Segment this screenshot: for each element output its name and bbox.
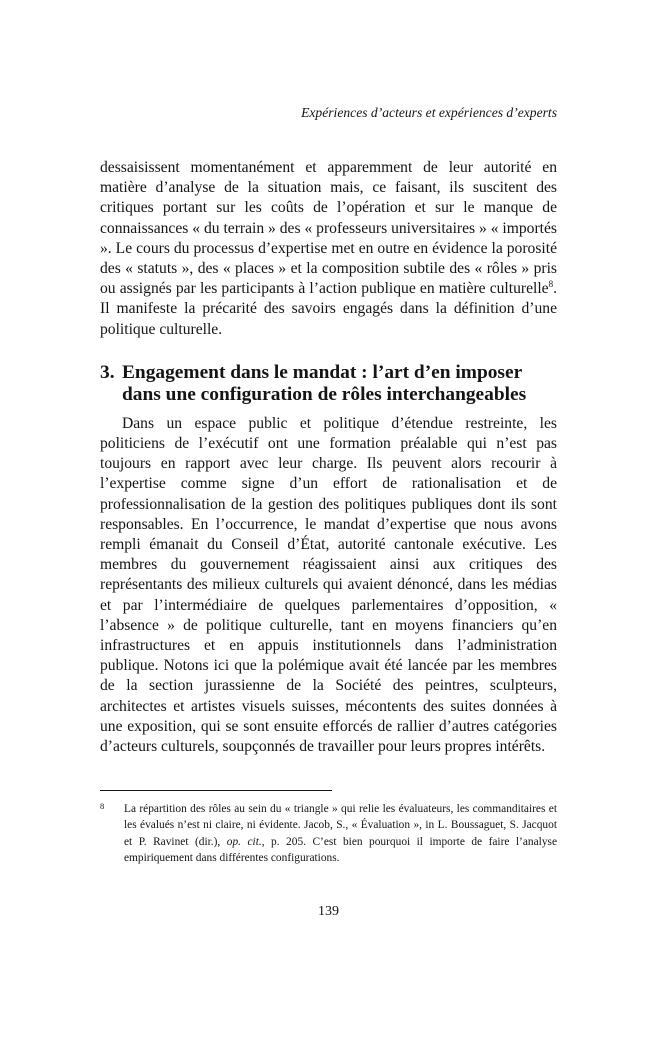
paragraph-2: Dans un espace public et politique d’étendue restreinte, les politiciens de l’exécutif ont une formation préalable qui n’est pas toujours en rapport avec leur charge. Ils peuvent alors recourir à l’expertise comme signe d’un effort de rationalisation et de professionnalisation de la gestion des politiques publiques dont ils sont responsables. En l’occurrence, le mandat d’expertise que nous avons rempli émanait du Conseil d’État, autorité cantonale exécutive. Les membres du gouvernement réagissaient ainsi aux critiques des représentants des milieux culturels qui avaient dénoncé, dans les médias et par l’intermédiaire de quelques parlementaires d’opposition, « l’absence » de politique culturelle, tant en moyens financiers qu’en infrastructures et en appuis institutionnels dans l’administration publique. Notons ici que la polémique avait été lancée par les membres de la section jurassienne de la Société des peintres, sculpteurs, architectes et artistes visuels suisses, mécontents des suites données à une exposition, qui se sont ensuite efforcés de rallier d’autres catégories d’acteurs culturels, soupçonnés de travailler pour leurs propres intérêts. — [100, 414, 557, 756]
section-title: Engagement dans le mandat : l’art d’en imposer dans une configuration de rôles interchangeables — [122, 361, 527, 405]
footnote-text-italic: op. cit. — [226, 835, 262, 848]
book-page — [100, 0, 557, 1037]
section-heading — [100, 362, 557, 406]
paragraph-1-text-a: dessaisissent momentanément et apparemment de leur autorité en matière d’analyse de la situation mais, ce faisant, ils suscitent des critiques portant sur les coûts de l’opération et sur le manque de connaissances « du terrain » des « professeurs universitaires » « importés ». Le cours du processus d’expertise met en outre en évidence la porosité des « statuts », des « places » et la composition subtile des « rôles » pris ou assignés par les participants à l’action publique en matière culturelle — [100, 159, 557, 298]
footnote-reference[interactable]: 8 — [548, 279, 554, 290]
page-number: 139 — [318, 904, 339, 919]
body-text — [100, 158, 557, 757]
section-number: 3. — [100, 361, 115, 383]
footnote-text — [124, 801, 557, 867]
footnote-text-b: , p. 205. C’est bien pourquoi il importe de faire l’analyse empiriquement dans différentes configurations. — [124, 835, 558, 865]
paragraph-1-text-b: . Il manifeste la précarité des savoirs engagés dans la définition d’une politique culturelle. — [100, 280, 557, 338]
footnote-separator — [100, 790, 332, 791]
footnote-mark: 8 — [100, 801, 105, 811]
running-header: Expériences d’acteurs et expériences d’experts — [301, 105, 557, 120]
paragraph-1 — [100, 158, 557, 340]
footnote-text-a: La répartition des rôles au sein du « triangle » qui relie les évaluateurs, les commanditaires et les évalués n’est ni claire, ni évidente. Jacob, S., « Évaluation », in L. Boussaguet, S. Jacquot et P. Ravinet (dir.), — [124, 803, 557, 848]
footnote — [100, 801, 557, 867]
